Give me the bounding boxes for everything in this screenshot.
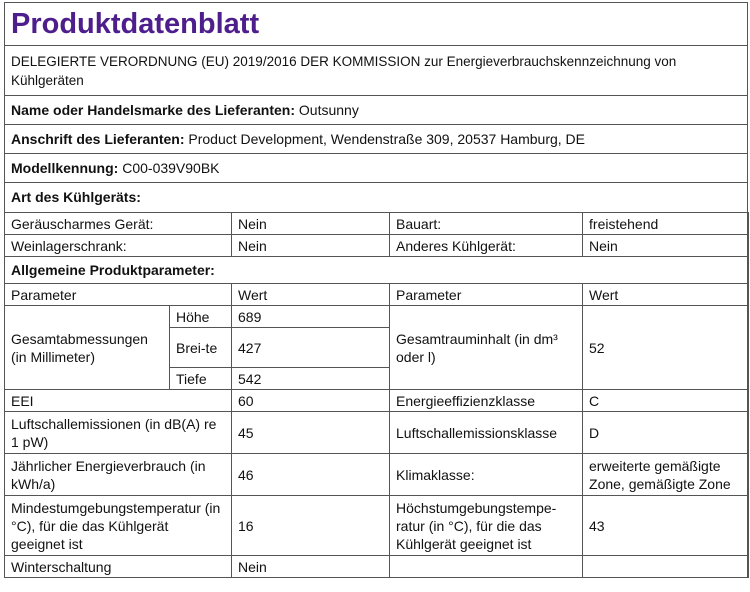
param-value-1: 45 (232, 412, 390, 454)
param-label-2: Luftschallemissionsklasse (390, 412, 583, 454)
regulation-text: DELEGIERTE VERORDNUNG (EU) 2019/2016 DER KOMMISSION zur Energieverbrauchskennzeichnung von Kühlgeräten (5, 46, 747, 96)
supplier-name-row (5, 96, 747, 125)
param-value-1: Nein (232, 556, 390, 578)
table-row (5, 496, 749, 556)
model-label: Modellkennung: (11, 160, 119, 176)
param-label-2: Energieeffizienzklasse (390, 390, 583, 412)
param-value-1: 16 (232, 496, 390, 556)
param-header-2: Parameter (390, 284, 583, 306)
volume-label: Gesamtrauminhalt (in dm³ oder l) (390, 306, 583, 390)
param-value-2 (583, 556, 749, 578)
param-label-1: Luftschallemissionen (in dB(A) re 1 pW) (5, 412, 232, 454)
value-header-1: Wert (232, 284, 390, 306)
type-heading-label: Art des Kühlgeräts: (11, 189, 141, 205)
value-header-2: Wert (583, 284, 749, 306)
param-label-2: Klimaklasse: (390, 454, 583, 496)
table-row (5, 306, 749, 328)
supplier-name-label: Name oder Handelsmarke des Lieferanten: (11, 102, 295, 118)
type-value-1: Nein (232, 213, 390, 235)
width-label: Brei-te (170, 328, 232, 368)
supplier-address-value: Product Development, Wendenstraße 309, 20537 Hamburg, DE (188, 131, 586, 147)
param-label-2 (390, 556, 583, 578)
volume-value: 52 (583, 306, 749, 390)
param-value-2: C (583, 390, 749, 412)
general-heading: Allgemeine Produktparameter: (5, 257, 749, 284)
type-value-2: freistehend (583, 213, 749, 235)
type-label-1: Weinlagerschrank: (5, 235, 232, 257)
param-label-1: Winterschaltung (5, 556, 232, 578)
model-row (5, 154, 747, 183)
type-label-2: Bauart: (390, 213, 583, 235)
table-row (5, 390, 749, 412)
table-row (5, 412, 749, 454)
supplier-name-value: Outsunny (298, 102, 359, 118)
depth-label: Tiefe (170, 368, 232, 390)
param-header-1: Parameter (5, 284, 232, 306)
param-label-1: EEI (5, 390, 232, 412)
model-value: C00-039V90BK (122, 160, 220, 176)
param-label-1: Jährlicher Energieverbrauch (in kWh/a) (5, 454, 232, 496)
height-value: 689 (232, 306, 390, 328)
parameter-table (4, 212, 749, 578)
table-row (5, 213, 749, 235)
width-value: 427 (232, 328, 390, 368)
product-data-sheet (4, 2, 748, 578)
type-value-2: Nein (583, 235, 749, 257)
supplier-address-row (5, 125, 747, 154)
type-label-2: Anderes Kühlgerät: (390, 235, 583, 257)
depth-value: 542 (232, 368, 390, 390)
dimensions-label: Gesamtabmessungen (in Millimeter) (5, 306, 170, 390)
table-row (5, 257, 749, 284)
type-heading (5, 183, 747, 213)
param-label-1: Mindestumgebungstemperatur (in °C), für die das Kühlgerät geeignet ist (5, 496, 232, 556)
param-value-1: 60 (232, 390, 390, 412)
table-row (5, 454, 749, 496)
param-value-2: erweiterte gemäßigte Zone, gemäßigte Zone (583, 454, 749, 496)
param-value-2: 43 (583, 496, 749, 556)
supplier-address-label: Anschrift des Lieferanten: (11, 131, 185, 147)
param-label-2: Höchstumgebungstempe-ratur (in °C), für die das Kühlgerät geeignet ist (390, 496, 583, 556)
height-label: Höhe (170, 306, 232, 328)
param-value-1: 46 (232, 454, 390, 496)
type-label-1: Geräuscharmes Gerät: (5, 213, 232, 235)
table-row (5, 556, 749, 578)
table-row (5, 235, 749, 257)
page-title: Produktdatenblatt (5, 3, 747, 46)
type-value-1: Nein (232, 235, 390, 257)
table-header-row (5, 284, 749, 306)
param-value-2: D (583, 412, 749, 454)
